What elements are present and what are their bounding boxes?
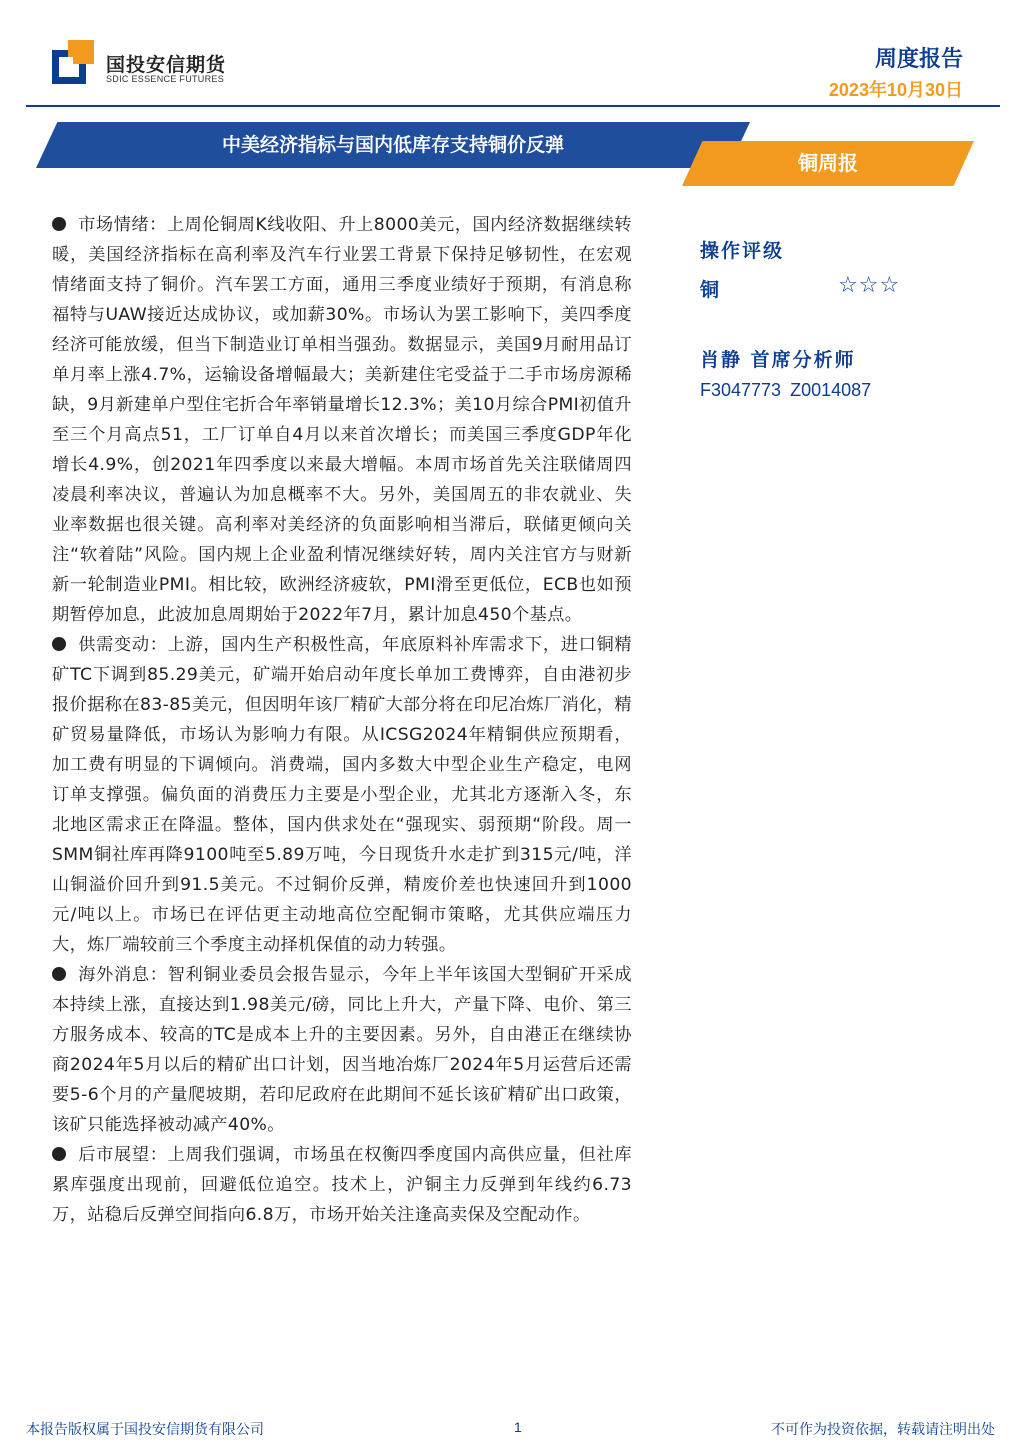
bullet-icon (52, 967, 66, 981)
rating-row (700, 275, 940, 303)
report-footer (0, 1415, 1025, 1445)
copyright-notice: 本报告版权属于国投安信期货有限公司 (26, 1422, 264, 1438)
paragraph-supply-demand: 供需变动：上游，国内生产积极性高，年底原料补库需求下，进口铜精矿TC下调到85.29美元，矿端开始启动年度长单加工费博弈，自由港初步报价据称在83-85美元，但因明年该厂精矿大部分将在印尼冶炼厂消化，精矿贸易量降低，市场认为影响力有限。从ICSG2024年精铜供应预期看，加工费有明显的下调倾向。消费端，国内多数大中型企业生产稳定，电网订单支撑强。偏负面的消费压力主要是小型企业，尤其北方逐渐入冬，东北地区需求正在降温。整体，国内供求处在“强现实、弱预期“阶段。周一SMM铜社库再降9100吨至5.89万吨，今日现货升水走扩到315元/吨，洋山铜溢价回升到91.5美元。不过铜价反弹，精废价差也快速回升到1000元/吨以上。市场已在评估更主动地高位空配铜市策略，尤其供应端压力大，炼厂端较前三个季度主动择机保值的动力转强。 (52, 635, 632, 955)
bullet-icon (52, 637, 66, 651)
report-body (52, 210, 632, 1230)
sidebar (700, 236, 940, 401)
paragraph-overseas-news: 海外消息：智利铜业委员会报告显示，今年上半年该国大型铜矿开采成本持续上涨，直接达到1.98美元/磅，同比上升大，产量下降、电价、第三方服务成本、较高的TC是成本上升的主要因素。另外，自由港正在继续协商2024年5月以后的精矿出口计划，因当地冶炼厂2024年5月运营后还需要5-6个月的产量爬坡期，若印尼政府在此期间不延长该矿精矿出口政策，该矿只能选择被动减产40%。 (52, 965, 632, 1135)
report-title: 中美经济指标与国内低库存支持铜价反弹 (221, 134, 564, 156)
company-name-en: SDIC ESSENCE FUTURES (106, 74, 225, 84)
rating-commodity: 铜 (700, 279, 720, 301)
company-name-cn: 国投安信期货 (106, 54, 227, 76)
report-header (0, 0, 1025, 110)
header-divider (26, 105, 1000, 107)
report-date: 2023年10月30日 (828, 80, 963, 100)
paragraph-market-sentiment: 市场情绪：上周伦铜周K线收阳、升上8000美元，国内经济数据继续转暖，美国经济指标在高利率及汽车行业罢工背景下保持足够韧性，在宏观情绪面支持了铜价。汽车罢工方面，通用三季度业绩好于预期，有消息称福特与UAW接近达成协议，或加薪30%。市场认为罢工影响下，美四季度经济可能放缓，但当下制造业订单相当强劲。数据显示，美国9月耐用品订单月率上涨4.7%，运输设备增幅最大；美新建住宅受益于二手市场房源稀缺，9月新建单户型住宅折合年率销量增长12.3%；美10月综合PMI初值升至三个月高点51，工厂订单自4月以来首次增长；而美国三季度GDP年化增长4.9%，创2021年四季度以来最大增幅。本周市场首先关注联储周四凌晨利率决议，普遍认为加息概率不大。另外，美国周五的非农就业、失业率数据也很关键。高利率对美经济的负面影响相当滞后，联储更倾向关注“软着陆”风险。国内规上企业盈利情况继续好转，周内关注官方与财新新一轮制造业PMI。相比较，欧洲经济疲软，PMI滑至更低位，ECB也如预期暂停加息，此波加息周期始于2022年7月，累计加息450个基点。 (52, 215, 632, 625)
analyst-name: 肖静 首席分析师 (700, 349, 856, 371)
bullet-icon (52, 1147, 66, 1161)
page-number: 1 (514, 1419, 522, 1435)
rating-title: 操作评级 (700, 240, 785, 262)
report-type: 周度报告 (874, 47, 963, 72)
analyst-license-codes: F3047773 Z0014087 (700, 380, 872, 400)
rating-stars-icon: ☆☆☆ (838, 273, 901, 298)
company-logo-icon (52, 40, 96, 84)
paragraph-outlook: 后市展望：上周我们强调，市场虽在权衡四季度国内高供应量，但社库累库强度出现前，回避低位追空。技术上，沪铜主力反弹到年线约6.73万，站稳后反弹空间指向6.8万，市场开始关注逢高卖保及空配动作。 (52, 1145, 632, 1225)
disclaimer-notice: 不可作为投资依据，转载请注明出处 (771, 1422, 995, 1438)
report-tag: 铜周报 (798, 151, 858, 175)
bullet-icon (52, 217, 66, 231)
